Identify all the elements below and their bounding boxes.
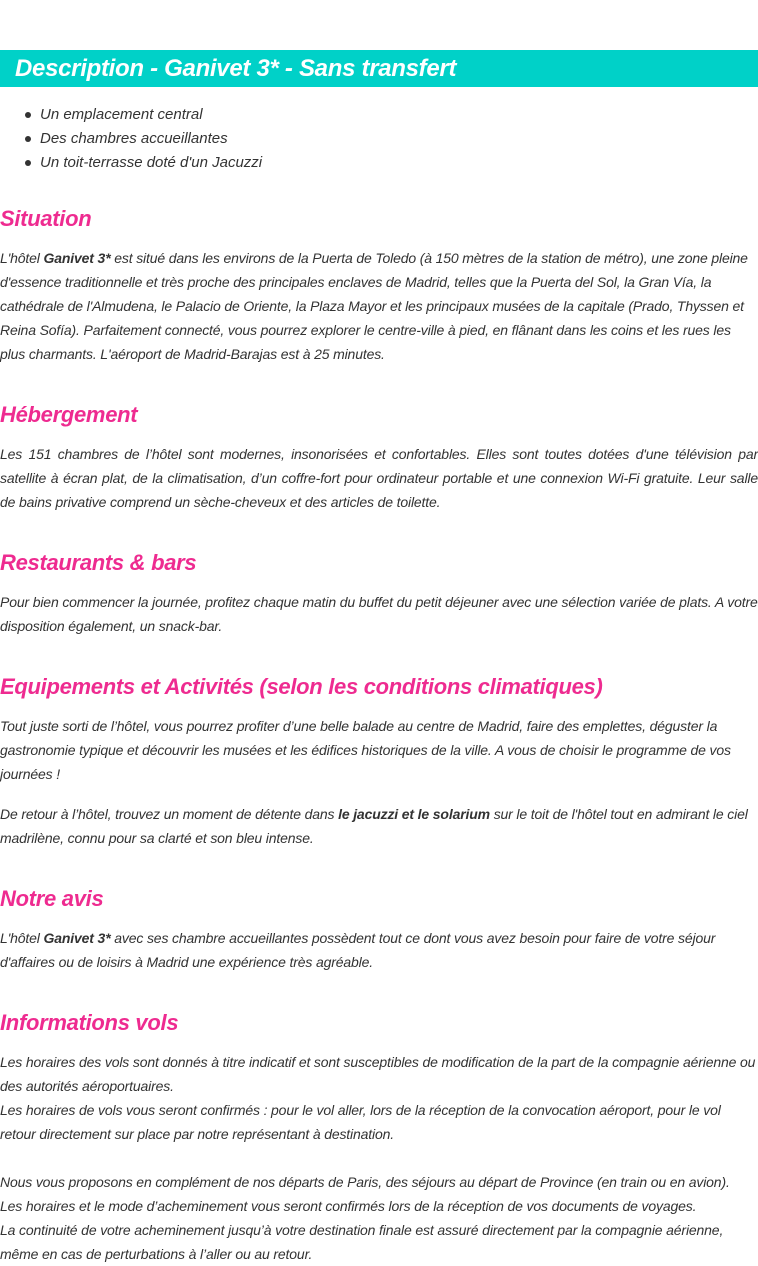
jacuzzi-highlight: le jacuzzi et le solarium xyxy=(338,806,490,822)
avis-text: L'hôtel Ganivet 3* avec ses chambre accueillantes possèdent tout ce dont vous avez besoin pour faire de votre séjour d'affaires ou de loisirs à Madrid une expérience très agréable. xyxy=(0,930,716,970)
vols-text-4: Les horaires et le mode d’acheminement vous seront confirmés lors de la réception de vos documents de voyages. xyxy=(0,1198,697,1214)
hebergement-text: Les 151 chambres de l’hôtel sont modernes, insonorisées et confortables. Elles sont toutes dotées d'une télévision par satellite à écran plat, de la climatisation, d’un coffre-fort pour ordinateur portable et une connexion Wi-Fi gratuite. Leur salle de bains privative comprend un sèche-cheveux et des articles de toilette. xyxy=(0,446,758,510)
vols-text-2: Les horaires de vols vous seront confirmés : pour le vol aller, lors de la réception de la convocation aéroport, pour le vol retour directement sur place par notre représentant à destination. xyxy=(0,1102,721,1142)
equipements-heading: Equipements et Activités (selon les conditions climatiques) xyxy=(0,674,603,699)
situation-heading: Situation xyxy=(0,206,92,231)
hotel-name: Ganivet 3* xyxy=(43,930,111,946)
hebergement-heading: Hébergement xyxy=(0,402,138,427)
highlight-text: Des chambres accueillantes xyxy=(40,130,228,147)
vols-text-3: Nous vous proposons en complément de nos départs de Paris, des séjours au départ de Province (en train ou en avion). xyxy=(0,1174,730,1190)
list-item xyxy=(0,103,262,127)
page-title: Description - Ganivet 3* - Sans transfert xyxy=(15,55,457,82)
equipements-text-2: De retour à l’hôtel, trouvez un moment de détente dans le jacuzzi et le solarium sur le toit de l'hôtel tout en admirant le ciel madrilène, connu pour sa clarté et son bleu intense. xyxy=(0,806,748,846)
bullet-icon xyxy=(25,136,31,142)
highlight-text: Un emplacement central xyxy=(40,106,203,123)
vols-text-5: La continuité de votre acheminement jusqu’à votre destination finale est assuré directement par la compagnie aérienne, même en cas de perturbations à l’aller ou au retour. xyxy=(0,1222,724,1262)
list-item xyxy=(0,127,262,151)
hotel-name: Ganivet 3* xyxy=(43,250,111,266)
list-item xyxy=(0,151,262,175)
restaurants-text: Pour bien commencer la journée, profitez chaque matin du buffet du petit déjeuner avec une sélection variée de plats. A votre disposition également, un snack-bar. xyxy=(0,594,758,634)
description-banner xyxy=(0,50,758,87)
restaurants-heading: Restaurants & bars xyxy=(0,550,197,575)
bullet-icon xyxy=(25,160,31,166)
situation-text: L'hôtel Ganivet 3* est situé dans les environs de la Puerta de Toledo (à 150 mètres de la station de métro), une zone pleine d'essence traditionnelle et très proche des principales enclaves de Madrid, telles que la Puerta del Sol, la Gran Vía, la cathédrale de l'Almudena, le Palacio de Oriente, la Plaza Mayor et les principaux musées de la capitale (Prado, Thyssen et Reina Sofía). Parfaitement connecté, vous pourrez explorer le centre-ville à pied, en flânant dans les coins et les rues les plus charmants. L'aéroport de Madrid-Barajas est à 25 minutes. xyxy=(0,250,748,362)
highlight-text: Un toit-terrasse doté d'un Jacuzzi xyxy=(40,154,263,171)
highlights-list xyxy=(0,103,262,175)
vols-heading: Informations vols xyxy=(0,1010,179,1035)
bullet-icon xyxy=(25,112,31,118)
vols-text-1: Les horaires des vols sont donnés à titre indicatif et sont susceptibles de modification de la part de la compagnie aérienne ou des autorités aéroportuaires. xyxy=(0,1054,756,1094)
equipements-text-1: Tout juste sorti de l’hôtel, vous pourrez profiter d’une belle balade au centre de Madrid, faire des emplettes, déguster la gastronomie typique et découvrir les musées et les édifices historiques de la ville. A vous de choisir le programme de vos journées ! xyxy=(0,718,731,782)
description-content xyxy=(0,202,758,1266)
avis-heading: Notre avis xyxy=(0,886,104,911)
